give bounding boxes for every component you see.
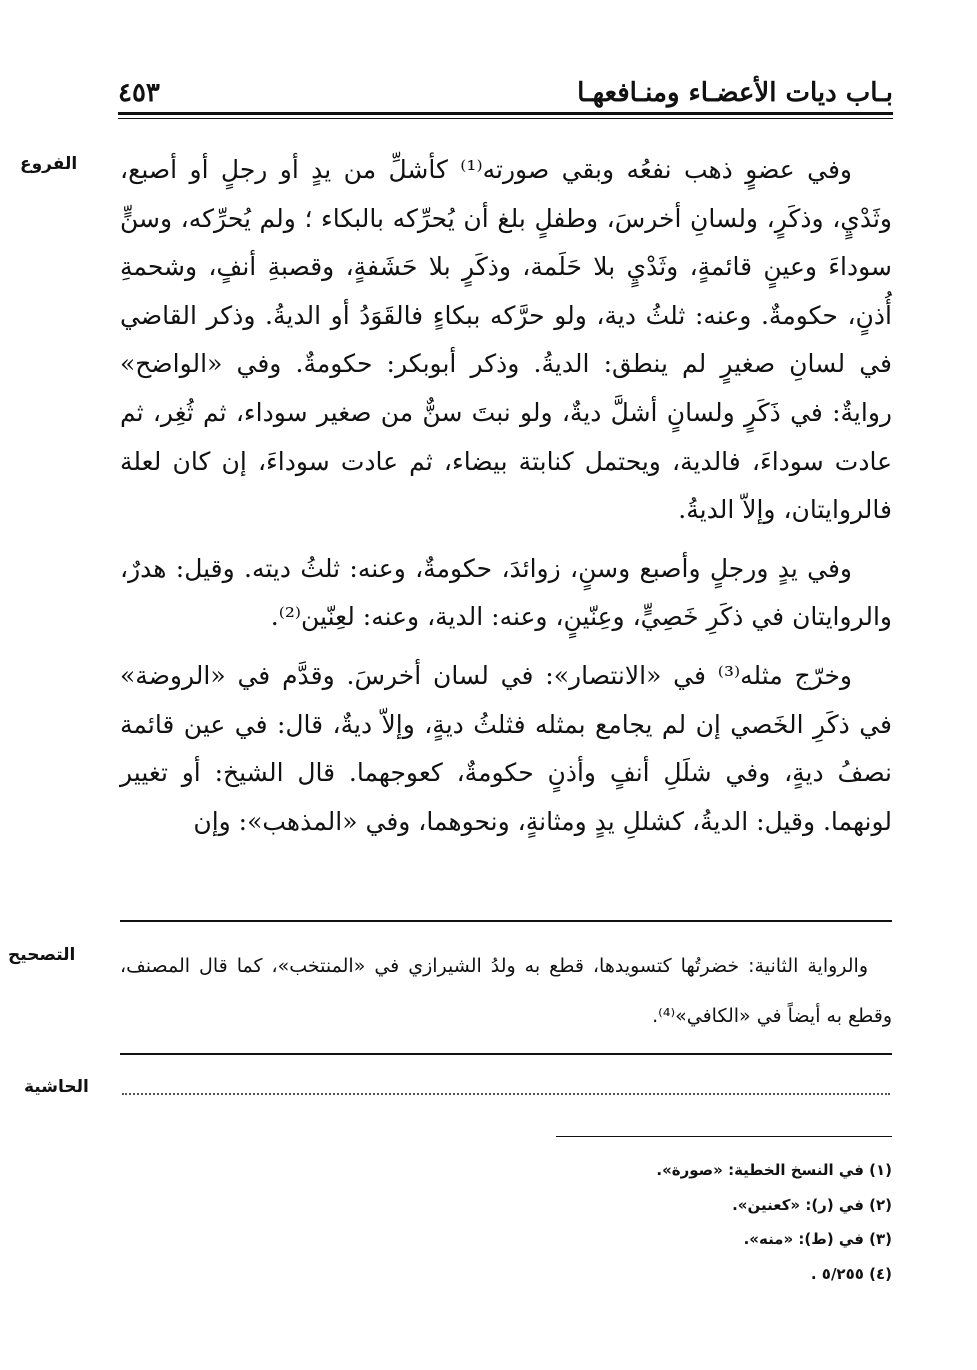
header-rule-thick: [118, 112, 893, 115]
side-label-tashih: التصحيح: [8, 945, 76, 965]
running-header: [118, 76, 893, 112]
page-number: ٤٥٣: [118, 78, 160, 108]
hashiya-dotted-line: [122, 1093, 890, 1095]
chapter-title: بـاب ديات الأعضـاء ومنـافعهـا: [577, 78, 893, 108]
footnote-2: (٢) في (ر): «كعنين».: [732, 1195, 892, 1214]
header-rule-thin: [118, 118, 893, 119]
footnote-rule: [556, 1136, 892, 1137]
footnotes-list: [300, 1153, 892, 1291]
main-paragraph-1: وفي عضوٍ ذهب نفعُه وبقي صورته⁽¹⁾ كأشلِّ من يدٍ أو رجلٍ أو أصبع، وثَدْيٍ، وذكَرٍ، ولسانِ أخرسَ، وطفلٍ بلغ أن يُحرِّكه بالبكاء ؛ ولم يُحرِّكه، وسنٍّ سوداءَ وعينٍ قائمةٍ، وثَدْيٍ بلا حَلَمة، وذكَرٍ بلا حَشَفةٍ، وقصبةِ أنفٍ، وشحمةِ أُذنٍ، حكومةٌ. وعنه: ثلثُ دية، ولو حرَّكه ببكاءٍ فالقَوَدُ أو الديةُ. وذكر القاضي في لسانِ صغيرٍ لم ينطق: الديةُ. وذكر أبوبكر: حكومةٌ. وفي «الواضح» روايةٌ: في ذَكَرٍ ولسانٍ أشلَّ ديةٌ، ولو نبتَ سنٌّ من صغير سوداء، ثم ثُغِر، ثم عادت سوداءَ، فالدية، ويحتمل كنابتة بيضاء، ثم عادت سوداءَ، إن كان لعلة فالروايتان، وإلاّ الديةُ.: [120, 155, 892, 525]
main-text: [120, 146, 892, 846]
main-paragraph-3: وخرّج مثله⁽³⁾ في «الانتصار»: في لسان أخرسَ. وقدَّم في «الروضة» في ذكَرِ الخَصي إن لم يجامع بمثله فثلثُ ديةٍ، وإلاّ ديةٌ، قال: في عين قائمة نصفُ ديةٍ، وفي شلَلِ أنفٍ وأذنٍ حكومةٌ، كعوجهما. قال الشيخ: أو تغيير لونهما. وقيل: الديةُ، كشللِ يدٍ ومثانةٍ، ونحوهما، وفي «المذهب»: وإن: [120, 660, 892, 836]
section-divider-tashih: [120, 920, 892, 922]
footnote-3: (٣) في (ط): «منه».: [743, 1230, 892, 1248]
main-paragraph-2: وفي يدٍ ورجلٍ وأصبع وسنٍ، زوائدَ، حكومةٌ، وعنه: ثلثُ ديته. وقيل: هدرٌ، والروايتان في ذكَرِ خَصِيٍّ، وعِنّينٍ، وعنه: الدية، وعنه: لعِنّين⁽²⁾.: [120, 553, 892, 632]
section-divider-hashiya: [120, 1053, 892, 1055]
tashih-paragraph: والرواية الثانية: خضرتُها كتسويدها، قطع به ولدُ الشيرازي في «المنتخب»، كما قال المصنف، وقطع به أيضاً في «الكافي»⁽⁴⁾.: [120, 955, 892, 1027]
side-label-hashiya: الحاشية: [24, 1077, 89, 1097]
footnote-1: (١) في النسخ الخطية: «صورة».: [656, 1161, 892, 1179]
side-label-furu: الفروع: [20, 154, 78, 174]
footnote-4: (٤) ٥/٢٥٥ .: [810, 1264, 892, 1283]
